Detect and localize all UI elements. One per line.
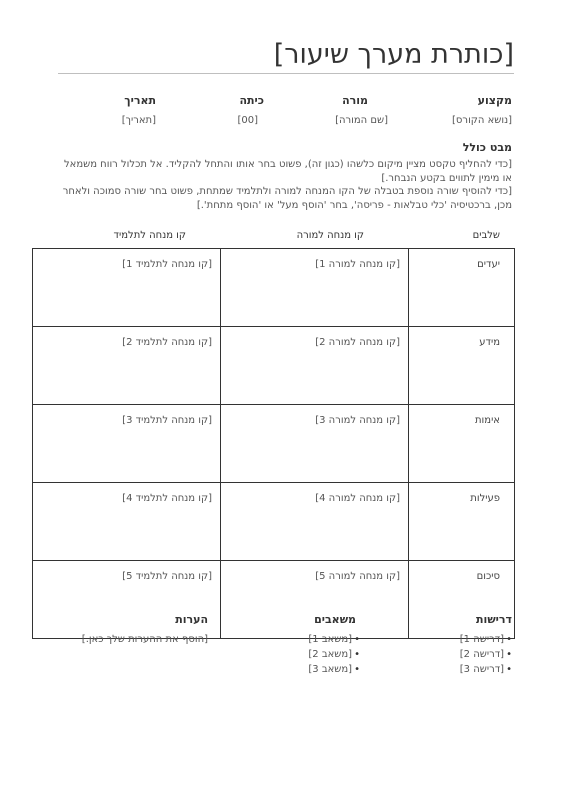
table-column-headers xyxy=(32,230,514,244)
requirement-text: [דרישה 3] xyxy=(459,664,505,675)
resources-list xyxy=(308,632,360,677)
stage-cell[interactable]: פעילות xyxy=(409,483,515,561)
teacher-guideline-cell[interactable]: [קו מנחה למורה 1] xyxy=(221,249,409,327)
bottom-section xyxy=(60,613,512,683)
meta-row xyxy=(56,94,512,134)
teacher-guideline-cell[interactable]: [קו מנחה למורה 3] xyxy=(221,405,409,483)
student-guideline-cell[interactable]: [קו מנחה לתלמיד 4] xyxy=(33,483,221,561)
requirements-section xyxy=(460,613,512,677)
notes-section xyxy=(82,613,208,647)
stage-cell[interactable]: יעדים xyxy=(409,249,515,327)
meta-teacher xyxy=(335,94,388,127)
meta-date-value[interactable]: [תאריך] xyxy=(121,115,156,126)
meta-grade-value[interactable]: [00] xyxy=(237,115,258,126)
requirements-list xyxy=(460,632,512,677)
table-row xyxy=(33,405,515,483)
title-divider xyxy=(58,73,514,74)
overview-paragraph-1[interactable]: [כדי להחליף טקסט מציין מיקום כלשהו (כגון זה), פשוט בחר אותו והתחל להקליד. אל תכלול רווח משמאל או מימין לתווים בקטע הנבחר.] xyxy=(63,159,512,184)
teacher-guideline-cell[interactable]: [קו מנחה למורה 5] xyxy=(221,561,409,639)
bullet-icon: • xyxy=(506,664,512,675)
bullet-icon: • xyxy=(354,664,360,675)
resource-text: [משאב 1] xyxy=(308,634,353,645)
requirement-text: [דרישה 1] xyxy=(459,634,505,645)
list-item[interactable] xyxy=(460,632,512,647)
teacher-guideline-cell[interactable]: [קו מנחה למורה 2] xyxy=(221,327,409,405)
table-row xyxy=(33,483,515,561)
notes-text[interactable]: [הוסף את ההערות שלך כאן.] xyxy=(81,634,208,645)
resource-text: [משאב 2] xyxy=(308,649,353,660)
requirements-heading: דרישות xyxy=(476,613,512,626)
student-guideline-cell[interactable]: [קו מנחה לתלמיד 5] xyxy=(33,561,221,639)
list-item[interactable] xyxy=(460,662,512,677)
list-item[interactable] xyxy=(460,647,512,662)
bullet-icon: • xyxy=(354,634,360,645)
list-item[interactable] xyxy=(308,632,360,647)
meta-teacher-label: מורה xyxy=(342,94,368,107)
stage-cell[interactable]: אימות xyxy=(409,405,515,483)
table-row xyxy=(33,249,515,327)
resources-section xyxy=(308,613,360,677)
overview-section xyxy=(52,141,512,212)
resources-heading: משאבים xyxy=(314,613,356,626)
resource-text: [משאב 3] xyxy=(308,664,353,675)
meta-subject xyxy=(452,94,512,127)
bullet-icon: • xyxy=(506,634,512,645)
student-guideline-cell[interactable]: [קו מנחה לתלמיד 3] xyxy=(33,405,221,483)
meta-date-label: תאריך xyxy=(124,94,156,107)
notes-heading: הערות xyxy=(175,613,208,626)
teacher-guideline-cell[interactable]: [קו מנחה למורה 4] xyxy=(221,483,409,561)
table-row xyxy=(33,327,515,405)
meta-subject-value[interactable]: [נושא הקורס] xyxy=(452,115,512,126)
student-guideline-cell[interactable]: [קו מנחה לתלמיד 2] xyxy=(33,327,221,405)
requirement-text: [דרישה 2] xyxy=(459,649,505,660)
meta-grade-label: כיתה xyxy=(239,94,264,107)
meta-teacher-value[interactable]: [שם המורה] xyxy=(335,115,388,126)
meta-grade xyxy=(237,94,264,127)
meta-subject-label: מקצוע xyxy=(477,94,512,107)
page-title[interactable]: [כותרת מערך שיעור] xyxy=(273,39,514,70)
stage-cell[interactable]: מידע xyxy=(409,327,515,405)
bullet-icon: • xyxy=(506,649,512,660)
header-teacher-guideline: קו מנחה למורה xyxy=(296,230,364,241)
student-guideline-cell[interactable]: [קו מנחה לתלמיד 1] xyxy=(33,249,221,327)
stage-cell[interactable]: סיכום xyxy=(409,561,515,639)
list-item[interactable] xyxy=(308,662,360,677)
header-stages: שלבים xyxy=(472,230,500,241)
list-item[interactable] xyxy=(308,647,360,662)
header-student-guideline: קו מנחה לתלמיד xyxy=(113,230,186,241)
lesson-table xyxy=(32,248,515,639)
meta-date xyxy=(122,94,156,127)
overview-paragraph-2[interactable]: [כדי להוסיף שורה נוספת בטבלה של הקו המנחה למורה ולתלמיד שמתחת, פשוט בחר שורה סמוכה ולאחר מכן, ברכטיסיה 'כלי טבלאות - פריסה', בחר 'הוסף מעל' או 'הוסף מתחת'.] xyxy=(62,186,512,211)
bullet-icon: • xyxy=(354,649,360,660)
overview-heading: מבט כולל xyxy=(462,141,512,154)
